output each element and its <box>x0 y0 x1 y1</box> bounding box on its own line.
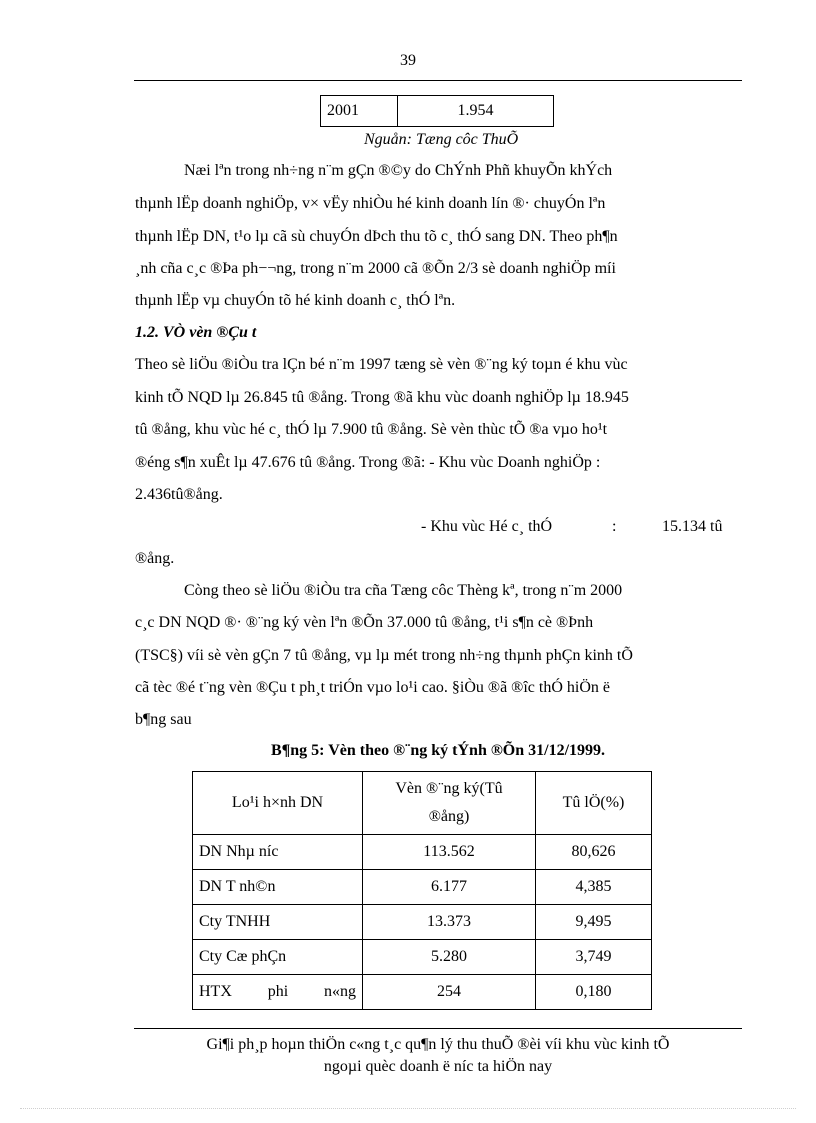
cell-ratio: 3,749 <box>536 940 652 975</box>
table-header-row <box>193 772 652 835</box>
cell-ratio: 80,626 <box>536 835 652 870</box>
paragraph1-line: thµnh lËp doanh nghiÖp, v× vËy nhiÒu hé kinh doanh lín ®· chuyÓn lªn <box>135 195 606 212</box>
cell-capital: 6.177 <box>363 870 536 905</box>
paragraph1-line: thµnh lËp vµ chuyÓn tõ hé kinh doanh c¸ thÓ lªn. <box>135 292 456 309</box>
page-footer <box>130 1034 746 1078</box>
page-edge-dotted-line <box>20 1108 796 1109</box>
household-unit: ®ång. <box>135 550 175 567</box>
footer-line: ngoµi quèc doanh ë níc ta hiÖn nay <box>323 1058 553 1075</box>
value-cell: 1.954 <box>398 96 554 127</box>
cell-capital: 254 <box>363 975 536 1010</box>
page-number: 39 <box>400 52 416 69</box>
cell-type: Cty Cæ phÇn <box>193 940 363 975</box>
table-row <box>193 870 652 905</box>
paragraph2-line: 2.436tû®ång. <box>135 486 223 503</box>
household-value: 15.134 tû <box>662 518 723 535</box>
paragraph3-line: cã tèc ®é t¨ng vèn ®Çu t ph¸t triÓn vµo lo¹i cao. §iÒu ®ã ®îc thÓ hiÖn ë <box>135 679 610 696</box>
cell-capital: 5.280 <box>363 940 536 975</box>
paragraph1-line: ¸nh cña c¸c ®Þa ph−¬ng, trong n¨m 2000 cã ®Õn 2/3 sè doanh nghiÖp míi <box>135 260 616 277</box>
header-type: Lo¹i h×nh DN <box>193 772 363 835</box>
cell-type: DN Nhµ níc <box>193 835 363 870</box>
header-ratio: Tû lÖ(%) <box>536 772 652 835</box>
table-row <box>321 96 554 127</box>
table-source: Nguån: Tæng côc ThuÕ <box>364 131 519 148</box>
cell-ratio: 4,385 <box>536 870 652 905</box>
continued-table <box>320 95 554 127</box>
footer-rule <box>134 1028 742 1029</box>
paragraph2-line: Theo sè liÖu ®iÒu tra lÇn bé n¨m 1997 tæng sè vèn ®¨ng ký toµn é khu vùc <box>135 356 628 373</box>
cell-type: HTX phi n«ng <box>193 975 363 1010</box>
paragraph2-line: kinh tÕ NQD lµ 26.845 tû ®ång. Trong ®ã khu vùc doanh nghiÖp lµ 18.945 <box>135 389 629 406</box>
paragraph1-line: Næi lªn trong nh÷ng n¨m gÇn ®©y do ChÝnh Phñ khuyÕn khÝch <box>184 162 613 179</box>
paragraph3-line: c¸c DN NQD ®· ®¨ng ký vèn lªn ®Õn 37.000 tû ®ång, t¹i s¶n cè ®Þnh <box>135 614 594 631</box>
header-capital-line2: ®ång) <box>428 808 470 825</box>
header-capital-line1: Vèn ®¨ng ký(Tû <box>395 780 503 797</box>
paragraph1-line: thµnh lËp DN, t¹o lµ cã sù chuyÓn dÞch thu tõ c¸ thÓ sang DN. Theo ph¶n <box>135 228 618 245</box>
table-row <box>193 975 652 1010</box>
header-rule <box>134 80 742 81</box>
year-cell: 2001 <box>321 96 398 127</box>
footer-line: Gi¶i ph¸p hoµn thiÖn c«ng t¸c qu¶n lý thu thuÕ ®èi víi khu vùc kinh tÕ <box>206 1036 670 1053</box>
paragraph3-line: b¶ng sau <box>135 711 192 728</box>
household-label: - Khu vùc Hé c¸ thÓ <box>421 518 553 535</box>
section-heading: 1.2. VÒ vèn ®Çu t <box>135 324 257 341</box>
cell-capital: 13.373 <box>363 905 536 940</box>
cell-ratio: 0,180 <box>536 975 652 1010</box>
paragraph2-line: ®éng s¶n xuÊt lµ 47.676 tû ®ång. Trong ®ã: - Khu vùc Doanh nghiÖp : <box>135 454 601 471</box>
table-caption: B¶ng 5: Vèn theo ®¨ng ký tÝnh ®Õn 31/12/1999. <box>270 742 606 759</box>
household-colon: : <box>612 518 617 535</box>
table-row <box>193 905 652 940</box>
cell-capital: 113.562 <box>363 835 536 870</box>
paragraph3-line: Còng theo sè liÖu ®iÒu tra cña Tæng côc Thèng kª, trong n¨m 2000 <box>184 582 623 599</box>
table-row <box>193 835 652 870</box>
cell-ratio: 9,495 <box>536 905 652 940</box>
table-row <box>193 940 652 975</box>
header-capital <box>363 772 536 835</box>
paragraph2-line: tû ®ång, khu vùc hé c¸ thÓ lµ 7.900 tû ®ång. Sè vèn thùc tÕ ®a vµo ho¹t <box>135 421 608 438</box>
capital-table <box>192 771 652 1010</box>
paragraph3-line: (TSC§) víi sè vèn gÇn 7 tû ®ång, vµ lµ mét trong nh÷ng thµnh phÇn kinh tÕ <box>135 647 633 664</box>
cell-type: DN T nh©n <box>193 870 363 905</box>
cell-type: Cty TNHH <box>193 905 363 940</box>
